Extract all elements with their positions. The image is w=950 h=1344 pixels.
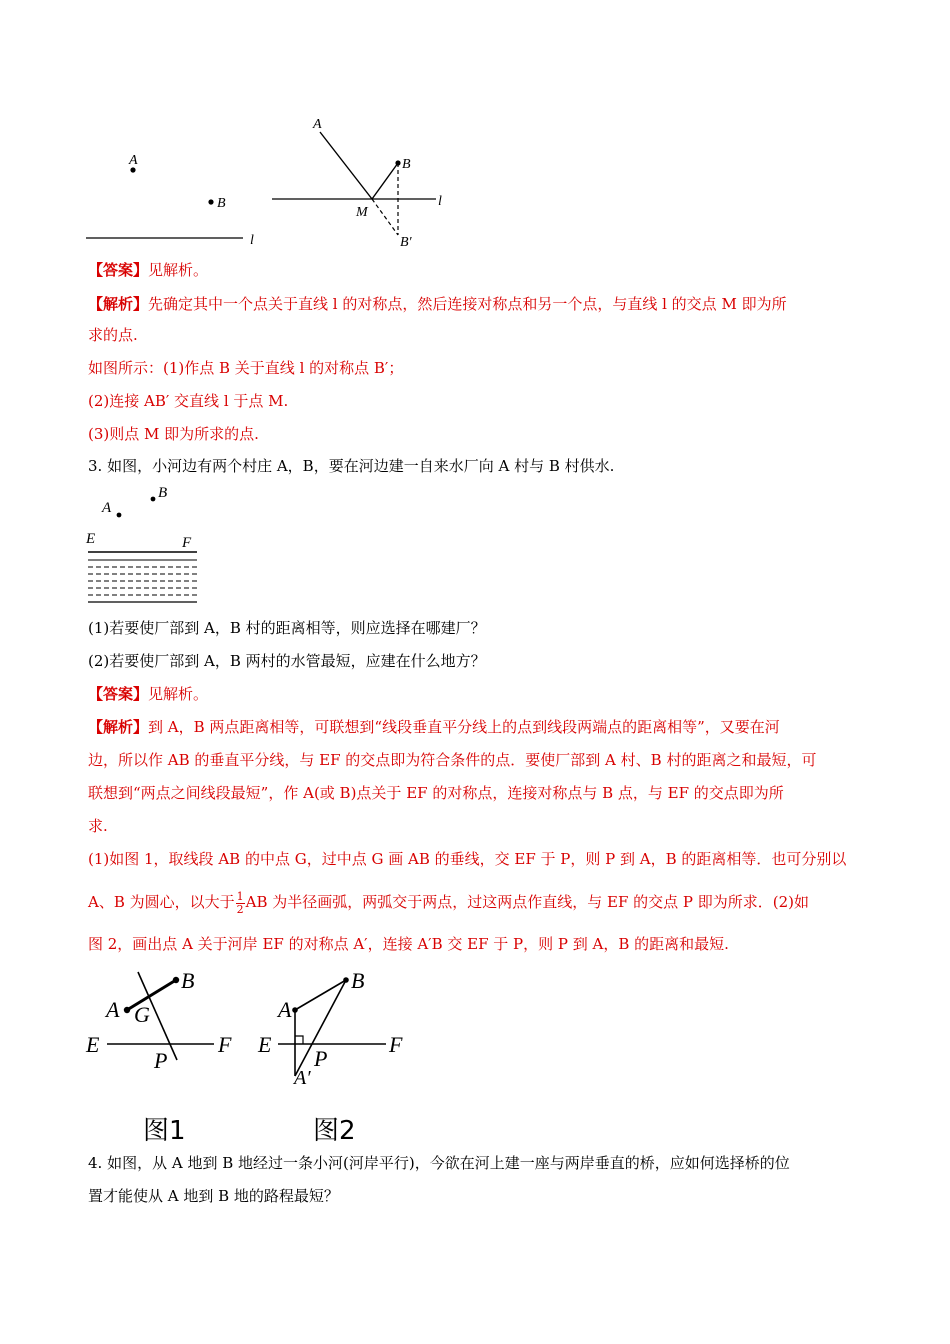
q3-solution1-line1: (1)如图 1，取线段 AB 的中点 G，过中点 G 画 AB 的垂线，交 EF 于 P，则 P 到 A，B 的距离相等．也可分别以 — [88, 850, 847, 868]
q2-answer — [88, 260, 208, 280]
fraction-half — [236, 891, 245, 916]
label-f: F — [218, 1032, 232, 1057]
label-p: P — [314, 1046, 328, 1071]
q3-sub2: (2)若要使厂部到 A，B 两村的水管最短，应建在什么地方？ — [88, 652, 486, 670]
label-g: G — [134, 1002, 150, 1027]
answer-text: 见解析。 — [148, 685, 209, 703]
figure-top-right — [268, 108, 458, 253]
answer-text: 见解析。 — [148, 261, 209, 279]
point-b — [208, 199, 213, 204]
q3-answer — [88, 684, 208, 704]
solution-text-a: A、B 为圆心，以大于 — [88, 893, 235, 911]
fraction-numerator: 1 — [236, 889, 244, 903]
q2-step2: (2)连接 AB′ 交直线 l 于点 M. — [88, 392, 289, 410]
analysis-text: 到 A，B 两点距离相等，可联想到“线段垂直平分线上的点到线段两端点的距离相等”，又要在河 — [148, 718, 780, 736]
figure-q3-river — [80, 480, 205, 610]
figure-2 — [256, 962, 416, 1087]
label-e: E — [86, 1032, 100, 1057]
answer-tag: 【答案】 — [88, 261, 149, 279]
point-a — [124, 1007, 130, 1013]
analysis-tag: 【解析】 — [88, 718, 149, 736]
figure-1-caption: 图1 — [143, 1116, 186, 1146]
q4-line1: 4. 如图，从 A 地到 B 地经过一条小河(河岸平行)，今欲在河上建一座与两岸垂直的桥，应如何选择桥的位 — [88, 1154, 790, 1172]
dashed-mb — [372, 199, 398, 235]
q2-analysis-line2: 求的点. — [88, 326, 138, 344]
label-f: F — [389, 1032, 403, 1057]
analysis-tag: 【解析】 — [88, 295, 149, 313]
q2-analysis-line1 — [88, 294, 787, 314]
q3-analysis-line4: 求. — [88, 817, 108, 835]
answer-tag: 【答案】 — [88, 685, 149, 703]
label-b: B — [181, 968, 195, 993]
label-b: B — [402, 157, 411, 172]
label-b: B — [158, 485, 168, 501]
fraction-denominator: 2 — [236, 902, 244, 916]
q3-analysis-line2: 边，所以作 AB 的垂直平分线，与 EF 的交点即为符合条件的点．要使厂部到 A 村、B 村的距离之和最短，可 — [88, 751, 817, 769]
analysis-text: 先确定其中一个点关于直线 l 的对称点，然后连接对称点和另一个点，与直线 l 的交点 M 即为所 — [148, 295, 787, 313]
label-a: A — [129, 153, 138, 168]
solution-text-b: AB 为半径画弧，两弧交于两点，过这两点作直线，与 EF 的交点 P 即为所求．(2)如 — [245, 893, 810, 911]
q3-analysis-line1 — [88, 717, 780, 737]
q2-step3: (3)则点 M 即为所求的点. — [88, 425, 259, 443]
q3-question: 3. 如图，小河边有两个村庄 A，B，要在河边建一自来水厂向 A 村与 B 村供水. — [88, 457, 615, 475]
label-l: l — [250, 233, 254, 248]
label-a: A — [106, 997, 120, 1022]
q3-solution2: 图 2，画出点 A 关于河岸 EF 的对称点 A′，连接 A′B 交 EF 于 P，则 P 到 A，B 的距离和最短. — [88, 935, 729, 953]
point-b — [151, 497, 156, 502]
q2-step1: 如图所示：(1)作点 B 关于直线 l 的对称点 B′； — [88, 359, 404, 377]
label-l: l — [438, 194, 442, 209]
label-a: A — [278, 997, 292, 1022]
label-f: F — [182, 535, 192, 551]
label-a-prime: A′ — [294, 1067, 311, 1087]
label-p: P — [154, 1048, 168, 1073]
label-e: E — [86, 531, 96, 547]
q3-sub1: (1)若要使厂部到 A，B 村的距离相等，则应选择在哪建厂？ — [88, 619, 486, 637]
label-e: E — [258, 1032, 272, 1057]
point-b — [173, 977, 179, 983]
segment-am — [320, 132, 372, 199]
right-angle-mark — [295, 1036, 303, 1044]
label-a: A — [313, 117, 322, 132]
q3-solution1-line2 — [88, 885, 809, 919]
figure-1 — [82, 962, 242, 1077]
q3-analysis-line3: 联想到“两点之间线段最短”，作 A(或 B)点关于 EF 的对称点，连接对称点与 B 点，与 EF 的交点即为所 — [88, 784, 784, 802]
label-m: M — [356, 205, 368, 220]
label-a: A — [102, 500, 112, 516]
label-b-prime: B′ — [400, 235, 412, 250]
point-a — [117, 513, 122, 518]
label-b: B — [351, 968, 365, 993]
figure-2-caption: 图2 — [313, 1116, 356, 1146]
figure-top-left — [80, 140, 270, 255]
label-b: B — [217, 196, 226, 211]
segment-mb — [372, 163, 398, 199]
point-a — [130, 167, 135, 172]
q4-line2: 置才能使从 A 地到 B 地的路程最短？ — [88, 1187, 339, 1205]
